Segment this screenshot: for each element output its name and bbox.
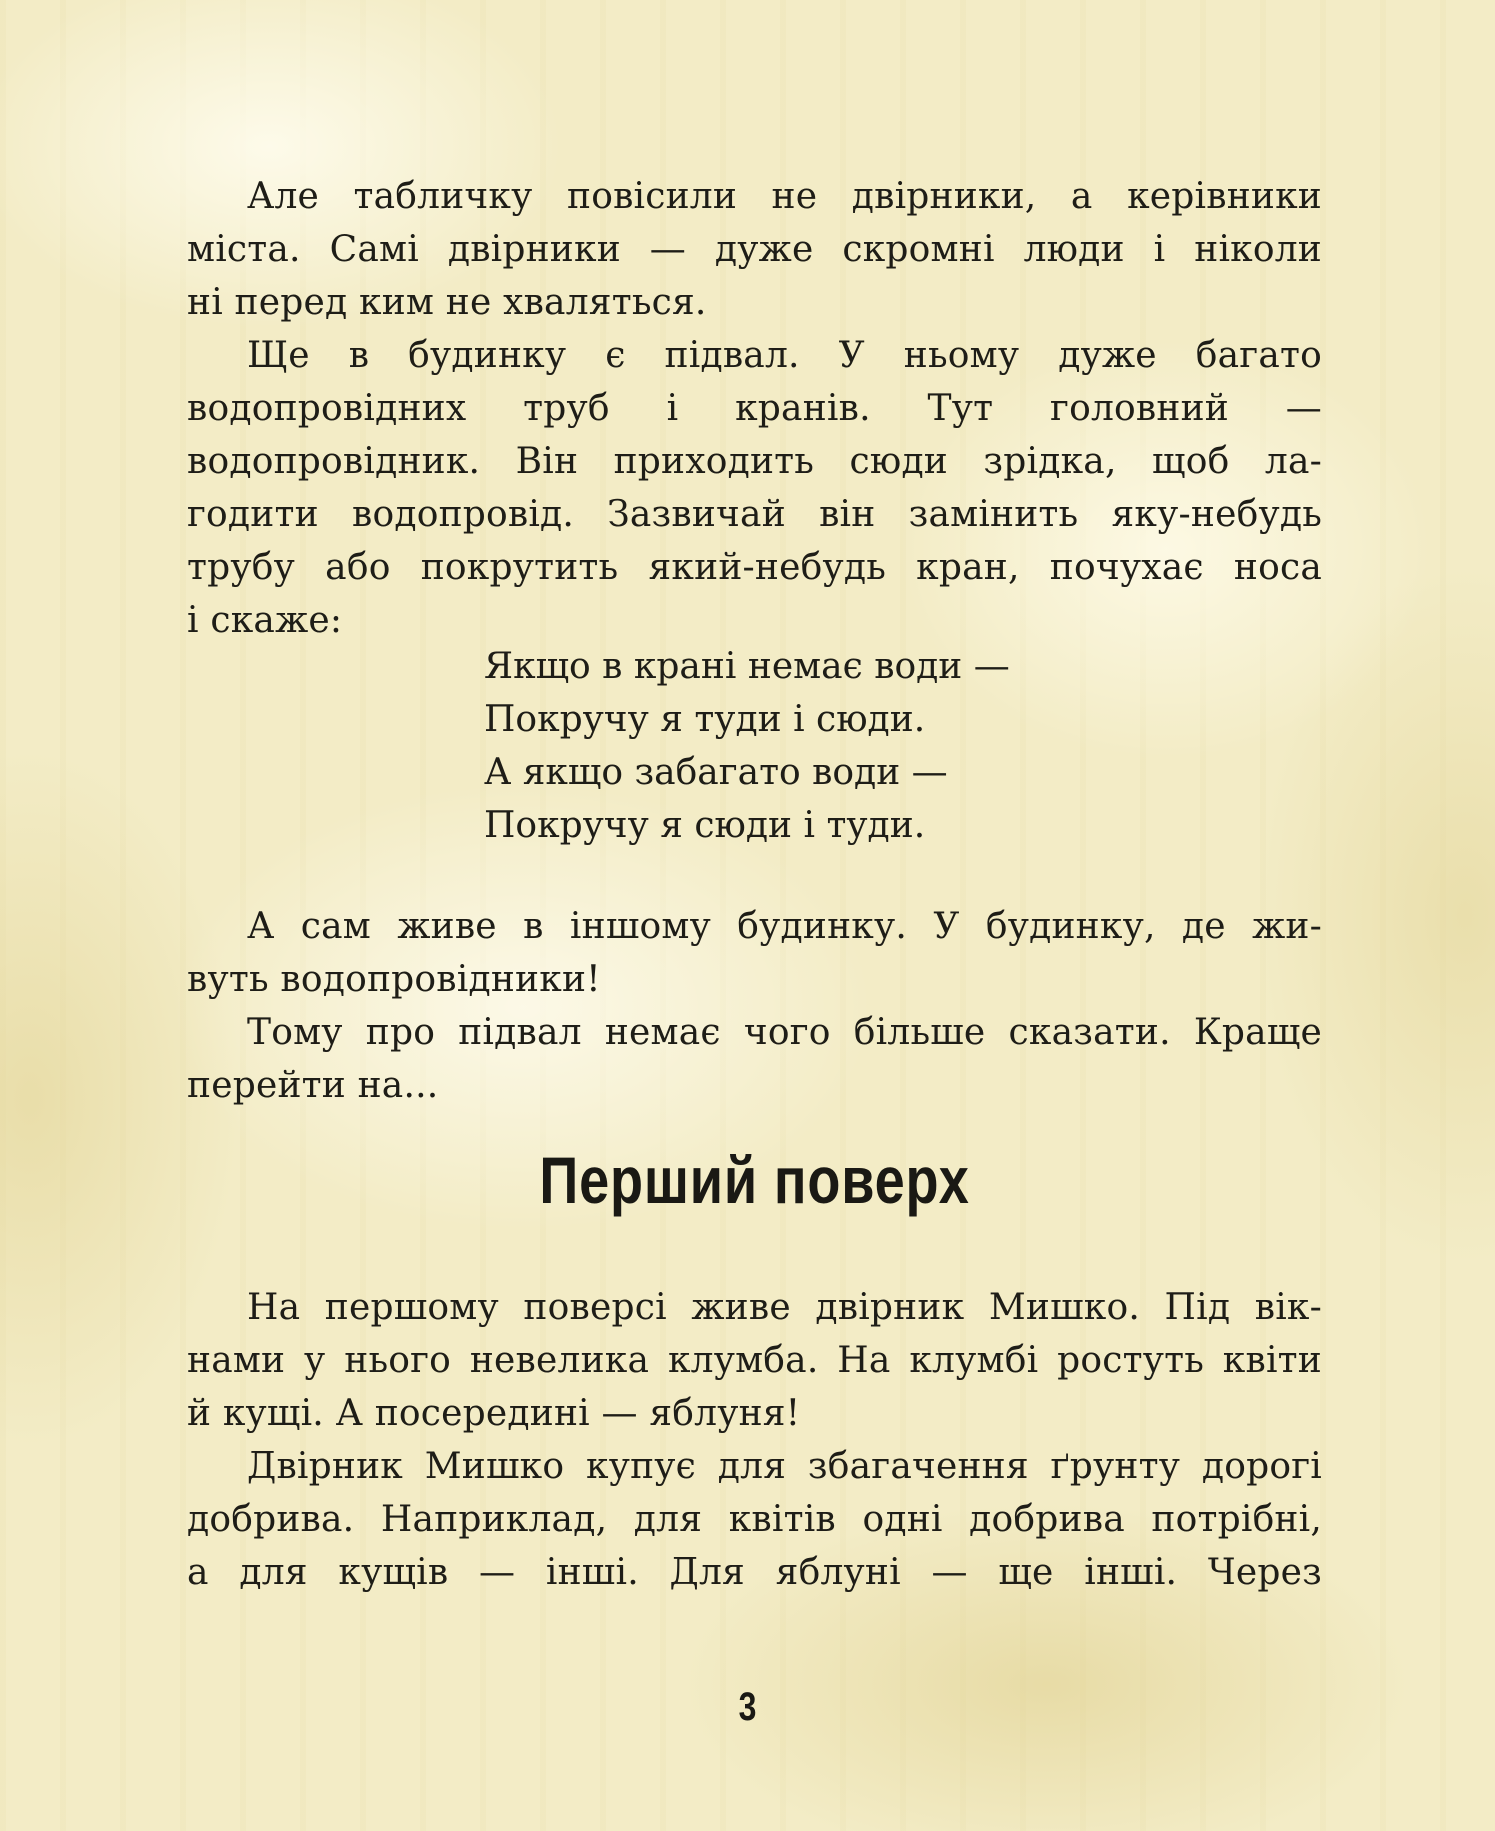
text-line: нами у нього невелика клумба. На клумбі ростуть квіти [187,1340,1322,1381]
text-line: вуть водопровідники! [187,959,601,1000]
section-heading: Перший поверх [539,1143,970,1217]
text-line: Ще в будинку є підвал. У ньому дуже багато [247,335,1322,376]
poem-line: Якщо в крані немає води — [484,646,1010,687]
poem [484,640,1010,852]
text-line: Але табличку повісили не двірники, а керівники [247,176,1322,217]
text-line: а для кущів — інші. Для яблуні — ще інші. Через [187,1552,1322,1593]
text-line: і скаже: [187,600,343,641]
text-line: водопровідник. Він приходить сюди зрідка, щоб ла- [187,441,1322,482]
paragraph-signboard [187,170,1322,329]
page-number: 3 [738,1685,757,1729]
paragraph-fertilizers [187,1440,1322,1599]
text-line: трубу або покрутить який-небудь кран, почухає носа [187,547,1322,588]
text-line: водопровідних труб і кранів. Тут головний — [187,388,1322,429]
poem-line: Покручу я сюди і туди. [484,805,926,846]
paragraph-plumber-home [187,900,1322,1006]
text-line: А сам живе в іншому будинку. У будинку, де жи- [247,906,1322,947]
text-line: ні перед ким не хваляться. [187,282,707,323]
text-line: Двірник Мишко купує для збагачення ґрунту дорогі [247,1446,1322,1487]
text-line: На першому поверсі живе двірник Мишко. Під вік- [247,1287,1322,1328]
text-line: перейти на... [187,1065,439,1106]
poem-line: Покручу я туди і сюди. [484,699,926,740]
text-line: добрива. Наприклад, для квітів одні добрива потрібні, [187,1499,1322,1540]
poem-line: А якщо забагато води — [484,752,948,793]
text-line: Тому про підвал немає чого більше сказати. Краще [247,1012,1322,1053]
paragraph-first-floor [187,1281,1322,1440]
text-line: міста. Самі двірники — дуже скромні люди і ніколи [187,229,1322,270]
text-line: й кущі. А посередині — яблуня! [187,1393,801,1434]
paragraph-basement [187,329,1322,647]
paragraph-transition [187,1006,1322,1112]
text-line: годити водопровід. Зазвичай він замінить яку-небудь [187,494,1322,535]
